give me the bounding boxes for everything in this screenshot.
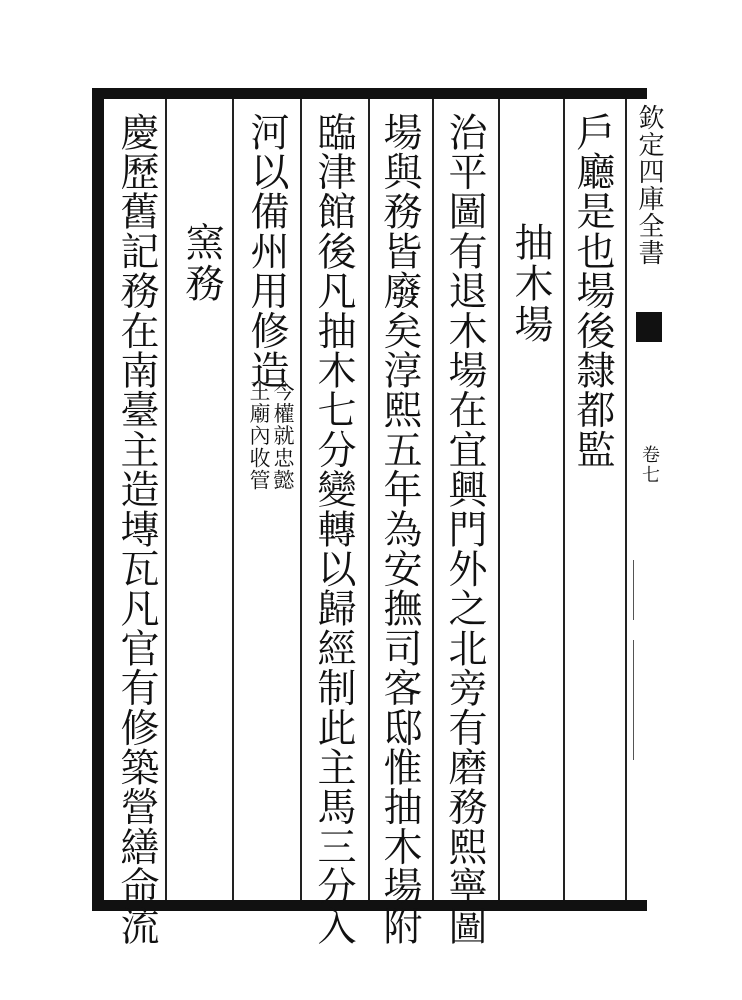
annotation-note-right: 今權就忠懿 [271,380,295,492]
column-divider [625,99,627,900]
text-column-8: 慶歷舊記務在南臺主造塼瓦凡官有修築營繕命流 [114,112,159,946]
margin-volume-label: 卷七 [639,445,660,485]
margin-rule [633,560,634,620]
text-column-3: 治平圖有退木場在宜興門外之北旁有磨務熙寧圖 [442,112,487,946]
frame-left-border [92,88,104,911]
column-divider [232,99,234,900]
column-divider [165,99,167,900]
frame-top-border [92,88,647,99]
margin-rule [633,640,634,760]
text-column-5: 臨津館後凡抽木七分變轉以歸經制此主馬三分入 [311,112,356,946]
text-column-4: 場與務皆廢矣淳熙五年為安撫司客邸惟抽木場附 [377,112,422,946]
text-column-1: 戶廳是也場後隸都監 [570,112,615,470]
column-divider [300,99,302,900]
column-divider [498,99,500,900]
margin-book-title: 欽定四庫全書 [634,104,664,266]
column-divider [563,99,565,900]
margin-fishtail-mark [636,312,662,342]
column-divider [432,99,434,900]
column-divider [368,99,370,900]
frame-bottom-border [92,900,647,911]
annotation-note-left: 王廟內收管 [247,380,271,492]
section-heading-yao-wu: 窯務 [179,222,224,304]
text-column-6: 河以備州用修造 [244,112,289,390]
section-heading-chou-mu-chang: 抽木場 [508,222,553,345]
